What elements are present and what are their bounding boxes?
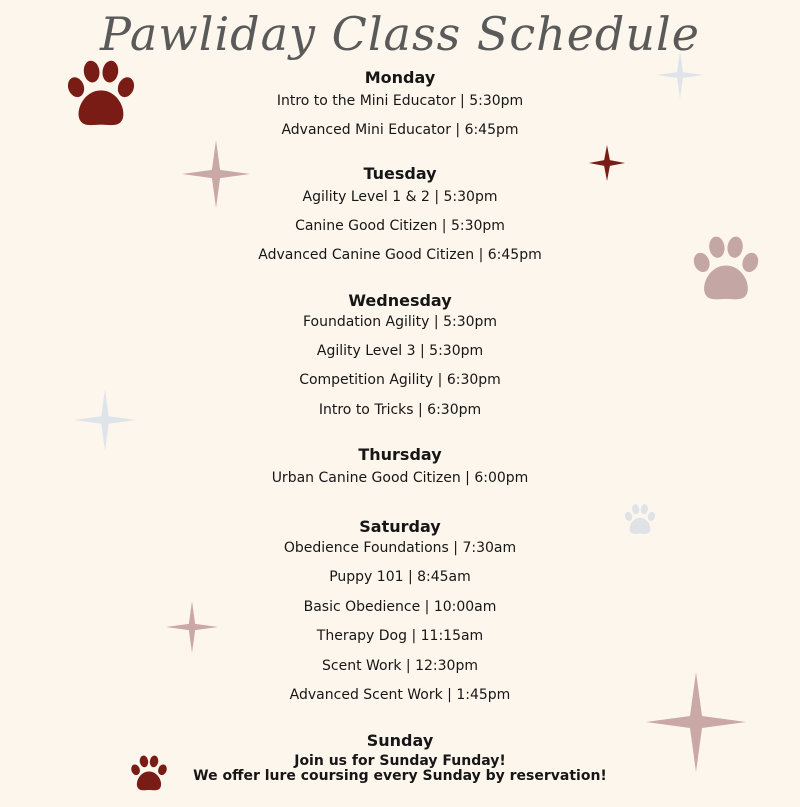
sparkle-star-icon [182,138,250,210]
paw-print-icon [128,753,170,795]
class-item: Intro to Tricks | 6:30pm [318,402,482,418]
class-item: Competition Agility | 6:30pm [299,372,501,388]
day-heading-sunday: Sunday [366,731,434,750]
paw-print-icon [622,502,658,538]
paw-print-icon [62,56,140,134]
class-item: Advanced Canine Good Citizen | 6:45pm [258,247,542,263]
class-item: Advanced Mini Educator | 6:45pm [281,122,519,138]
sparkle-star-icon [166,600,218,654]
class-item: Agility Level 1 & 2 | 5:30pm [302,189,498,205]
paw-print-icon [688,232,764,308]
day-heading-saturday: Saturday [359,517,441,536]
class-item: Agility Level 3 | 5:30pm [316,343,484,359]
class-item: Urban Canine Good Citizen | 6:00pm [271,470,529,486]
sunday-note: We offer lure coursing every Sunday by reservation! [193,768,607,784]
sunday-note: Join us for Sunday Funday! [294,753,506,769]
day-heading-monday: Monday [364,68,436,87]
class-item: Foundation Agility | 5:30pm [302,314,498,330]
sparkle-star-icon [74,388,136,452]
day-heading-thursday: Thursday [358,445,442,464]
sparkle-star-icon [646,668,746,776]
day-heading-wednesday: Wednesday [348,291,452,310]
sparkle-star-icon [656,50,704,100]
day-heading-tuesday: Tuesday [363,164,437,183]
sparkle-star-icon [589,145,625,181]
class-item: Canine Good Citizen | 5:30pm [295,218,505,234]
class-item: Advanced Scent Work | 1:45pm [289,687,511,703]
class-item: Puppy 101 | 8:45am [329,569,471,585]
class-item: Scent Work | 12:30pm [322,658,478,674]
class-item: Basic Obedience | 10:00am [303,599,497,615]
class-item: Obedience Foundations | 7:30am [283,540,517,556]
class-item: Therapy Dog | 11:15am [316,628,484,644]
page-title: Pawliday Class Schedule [100,7,700,61]
class-item: Intro to the Mini Educator | 5:30pm [276,93,524,109]
